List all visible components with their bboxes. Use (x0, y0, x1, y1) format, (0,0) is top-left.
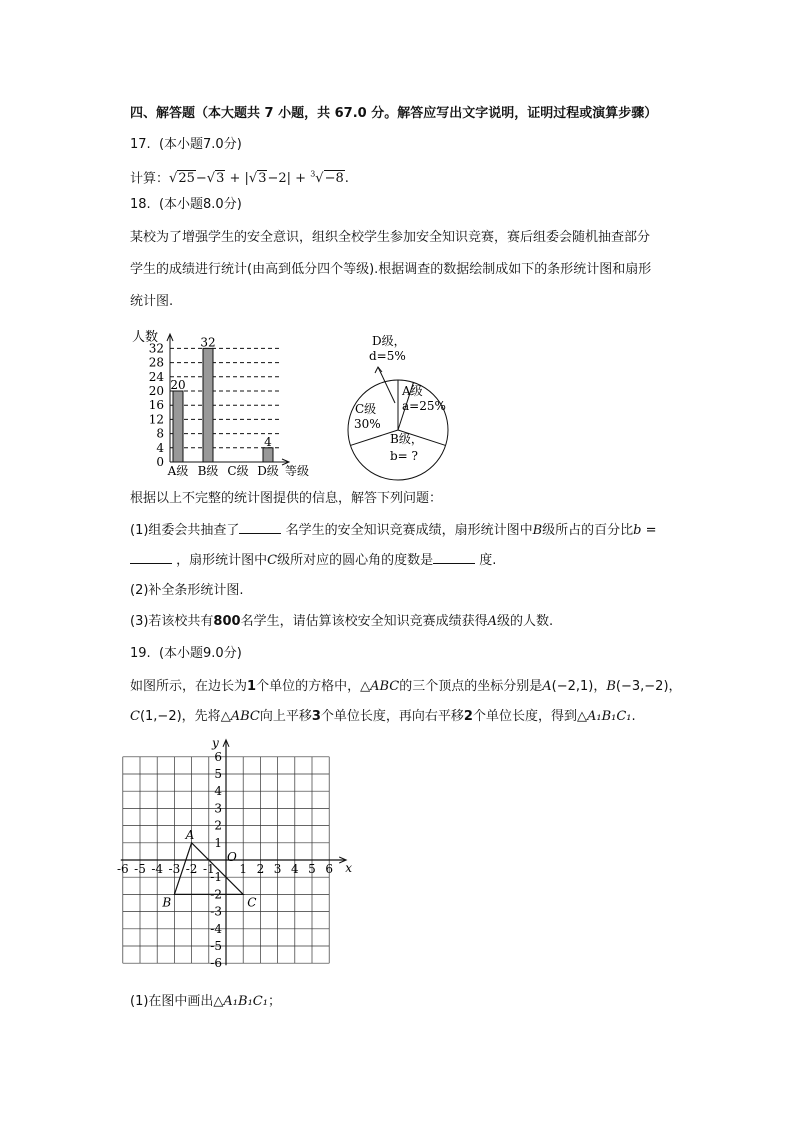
var-A: A (487, 614, 497, 629)
q19-line-1 (130, 678, 682, 696)
pie-slice-label: D级， (372, 334, 406, 348)
q18-p1-text-c: 级所占的百分比 (542, 523, 634, 538)
y-tick-label: 5 (214, 767, 222, 781)
var-A1B1C1: A₁B₁C₁ (586, 709, 632, 724)
y-tick-label: 24 (148, 369, 164, 384)
x-tick-label: -6 (116, 862, 129, 876)
q19-header (130, 645, 242, 663)
q19-text-c: 的三个顶点的坐标分别是 (399, 679, 543, 694)
q18-p1-text-b: 名学生的安全知识竞赛成绩，扇形统计图中 (285, 523, 533, 538)
answer-blank-total[interactable] (239, 520, 281, 534)
y-tick-label: 1 (214, 835, 222, 850)
x-tick-label: C级 (227, 464, 249, 478)
bar-chart (120, 325, 330, 485)
q18-number: 18. (130, 197, 151, 212)
pie-chart (340, 325, 470, 475)
q17-prompt: 计算： (130, 171, 170, 187)
point-A-label: A (542, 679, 552, 694)
q18-p3-text-c: 级的人数. (496, 614, 554, 629)
x-tick-label: 6 (325, 862, 334, 876)
x-tick-label: -3 (168, 862, 181, 876)
x-axis-title: x (345, 861, 352, 875)
q19-text-a: 如图所示，在边长为 (130, 679, 248, 694)
var-ABC: ABC (370, 679, 400, 694)
q19-p1-text: (1)在图中画出 (130, 994, 214, 1009)
abs-open: + | (229, 171, 249, 187)
x-tick-label: 3 (273, 862, 282, 876)
answer-blank-b[interactable] (130, 550, 172, 564)
y-tick-label: -1 (210, 870, 222, 885)
q19-text-g: 个单位长度，得到 (472, 709, 577, 724)
sep-1: ， (593, 679, 607, 694)
bar-value-label: 20 (170, 378, 186, 392)
q19-score: (本小题9.0分) (158, 646, 242, 661)
x-tick-label: 2 (256, 862, 265, 876)
q18-p1-text-a: (1)组委会共抽查了 (130, 523, 240, 538)
point-C-label: C (130, 709, 140, 724)
shift-right: 2 (463, 709, 473, 724)
q17-score: (本小题7.0分) (158, 137, 242, 152)
x-tick-label: -5 (134, 862, 146, 876)
sqrt-3: 3 (216, 171, 225, 187)
x-tick-label: -4 (151, 862, 164, 876)
bar-value-label: 32 (200, 335, 216, 350)
equals-sign: = (645, 523, 657, 538)
x-tick-label: B级 (197, 464, 219, 478)
var-C: C (267, 553, 278, 568)
q18-text-line-3: 统计图. (130, 294, 174, 309)
q18-intro: 根据以上不完整的统计图提供的信息，解答下列问题： (130, 491, 443, 506)
y-tick-label: -6 (210, 956, 222, 971)
var-B: B (532, 523, 543, 538)
y-tick-label: -5 (210, 939, 222, 953)
point-C-coord: (1,−2) (139, 709, 182, 724)
pie-slice-label: C级 (355, 402, 377, 416)
y-tick-label: 12 (148, 412, 164, 427)
var-ABC-2: ABC (230, 709, 260, 724)
point-B-coord: (−3,−2) (615, 679, 669, 694)
q18-p3-text-b: 名学生，请估算该校安全知识竞赛成绩获得 (240, 614, 488, 629)
y-tick-label: 32 (148, 341, 164, 356)
y-axis-title: y (212, 735, 219, 750)
minus-sign: − (195, 171, 207, 187)
cube-root-index: 3 (310, 170, 316, 179)
x-tick-label: D级 (257, 464, 279, 478)
q19-unit: 1 (247, 679, 257, 694)
q19-text-b: 个单位的方格中， (256, 679, 361, 694)
q18-part3 (130, 613, 553, 631)
pie-slice-value: d=5% (369, 349, 406, 363)
q18-part1-line1 (130, 520, 657, 540)
q19-p1-end: ； (267, 994, 281, 1009)
y-tick-label: -2 (210, 887, 222, 902)
y-tick-label: -3 (210, 904, 222, 919)
y-tick-label: 8 (156, 426, 164, 441)
y-tick-label: 4 (214, 784, 222, 799)
var-b: b (633, 523, 642, 538)
x-tick-label: 4 (290, 862, 299, 876)
vertex-label: B (162, 895, 172, 910)
bar (263, 448, 273, 462)
q17-expression: 计算：√25−√3 + |√3−2| + $^3$√−8. (130, 170, 349, 187)
triangle-symbol-4: △ (213, 994, 224, 1009)
y-tick-label: 6 (214, 749, 222, 764)
q18-p1-text-e: 级所对应的圆心角的度数是 (277, 553, 434, 568)
q18-p1-text-f: 度. (479, 553, 497, 568)
q19-end: . (631, 709, 636, 724)
y-tick-label: 3 (214, 801, 222, 816)
pie-slice-label: B级， (390, 432, 423, 446)
pie-slice-value: 30% (354, 417, 381, 431)
q18-p3-number: 800 (213, 614, 241, 629)
q18-part1-line2 (130, 550, 496, 570)
y-axis-title: 人数 (132, 330, 159, 345)
y-tick-label: 0 (156, 455, 164, 469)
triangle-symbol: △ (360, 679, 371, 694)
y-tick-label: -4 (210, 921, 222, 936)
q19-part1 (130, 993, 281, 1011)
bar-value-label: 4 (264, 434, 272, 449)
q18-part2: (2)补全条形统计图. (130, 583, 244, 598)
x-tick-label: 5 (308, 862, 316, 876)
q17-number: 17. (130, 137, 151, 152)
q19-text-f: 个单位长度，再向右平移 (320, 709, 464, 724)
x-axis-title: 等级 (285, 464, 310, 478)
x-tick-label: -1 (202, 862, 215, 876)
point-B-label: B (606, 679, 616, 694)
q18-text-line-1: 某校为了增强学生的安全意识，组织全校学生参加安全知识竞赛，赛后组委会随机抽查部分 (130, 230, 651, 245)
vertex-label: A (185, 827, 195, 842)
x-tick-label: A级 (167, 464, 189, 478)
q18-p1-text-d: ，扇形统计图中 (176, 553, 268, 568)
bar (203, 348, 213, 462)
q19-text-e: 向上平移 (259, 709, 312, 724)
shift-up: 3 (311, 709, 321, 724)
y-tick-label: 20 (148, 384, 164, 398)
vertex-label: C (247, 895, 257, 910)
coordinate-grid (116, 732, 370, 977)
q17-header (130, 136, 242, 154)
point-A-coord: (−2,1) (551, 679, 594, 694)
q19-text-d: ，先将 (181, 709, 221, 724)
sep-2: ， (668, 679, 682, 694)
section-header: 四、解答题（本大题共 7 小题，共 67.0 分。解答应写出文字说明，证明过程或演算步骤） (130, 106, 658, 121)
abs-close: −2| + (267, 171, 307, 187)
y-tick-label: 4 (156, 440, 164, 455)
triangle-symbol-2: △ (220, 709, 231, 724)
bar (173, 391, 183, 462)
y-tick-label: 16 (148, 398, 164, 413)
q19-line-2 (130, 708, 636, 726)
sqrt-25: 25 (178, 171, 195, 187)
origin-label: O (227, 850, 237, 864)
q19-number: 19. (130, 646, 151, 661)
x-tick-label: -2 (185, 862, 198, 876)
pie-slice-value: b= ? (390, 449, 418, 463)
answer-blank-angle[interactable] (433, 550, 475, 564)
cbrt-neg8: −8 (324, 171, 344, 187)
triangle-symbol-3: △ (576, 709, 587, 724)
q18-header (130, 196, 242, 214)
x-tick-label: 1 (239, 862, 248, 876)
pie-slice-label: A级 (402, 384, 423, 398)
pie-slice-value: a=25% (402, 399, 446, 413)
expr-end: . (344, 171, 349, 187)
y-tick-label: 28 (148, 355, 164, 370)
var-A1B1C1-2: A₁B₁C₁ (223, 994, 268, 1009)
sqrt-3-abs: 3 (258, 171, 267, 187)
q18-p3-text-a: (3)若该校共有 (130, 614, 214, 629)
y-tick-label: 2 (214, 818, 222, 833)
q18-score: (本小题8.0分) (158, 197, 242, 212)
q18-text-line-2: 学生的成绩进行统计(由高到低分四个等级).根据调查的数据绘制成如下的条形统计图和扇形 (130, 262, 652, 277)
